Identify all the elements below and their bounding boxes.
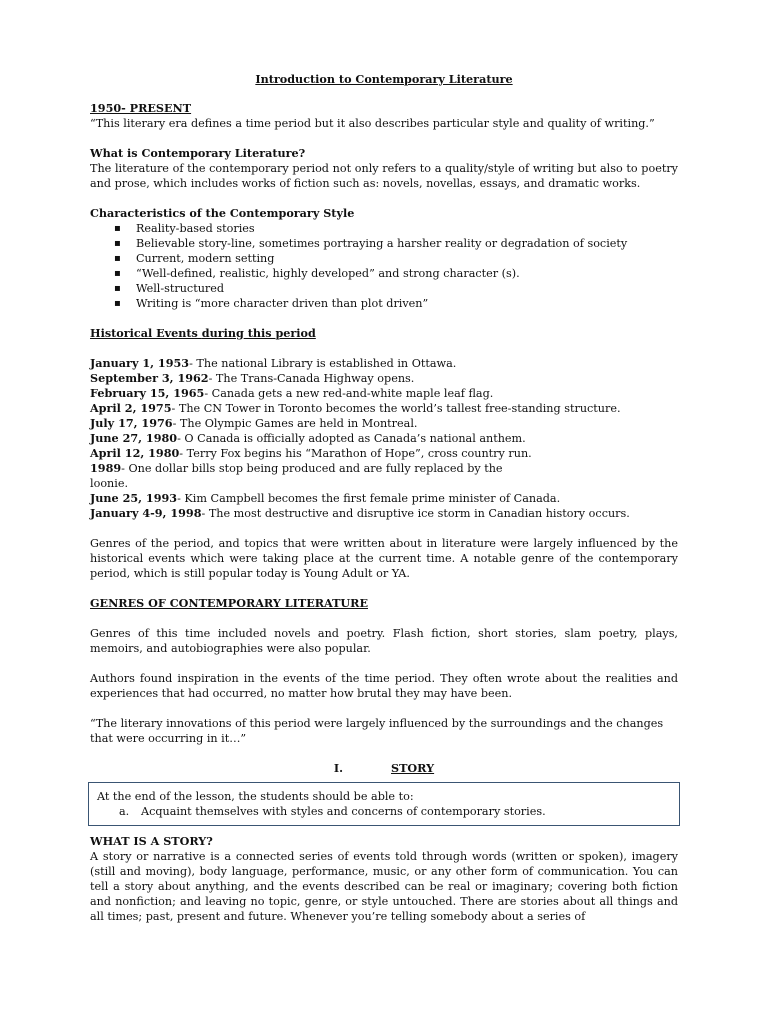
- list-item: February 15, 1965- Canada gets a new red-and-white maple leaf flag.: [90, 386, 494, 400]
- list-item: ▪ Believable story-line, sometimes portraying a harsher reality or degradation of society: [114, 236, 678, 251]
- document-page: [90, 72, 678, 924]
- list-item: ▪ Well-structured: [114, 281, 678, 296]
- list-item: June 27, 1980- O Canada is officially adopted as Canada’s national anthem.: [90, 431, 526, 445]
- what-heading: What is Contemporary Literature?: [90, 146, 306, 160]
- authors-text: Authors found inspiration in the events of the time period. They often wrote about the realities and experiences that had occurred, no matter how brutal they may have been.: [90, 672, 678, 700]
- list-item: ▪ Current, modern setting: [114, 251, 678, 266]
- list-item: ▪ Writing is “more character driven than plot driven”: [114, 296, 678, 311]
- list-item: 1989- One dollar bills stop being produced and are fully replaced by the: [90, 461, 503, 475]
- characteristics-heading: Characteristics of the Contemporary Style: [90, 206, 355, 220]
- list-item: loonie.: [90, 477, 129, 490]
- objectives-box: [88, 782, 680, 826]
- characteristics-list: [90, 221, 678, 311]
- events-list: [90, 356, 678, 521]
- list-item: January 1, 1953- The national Library is established in Ottawa.: [90, 356, 457, 370]
- list-item: ▪ “Well-defined, realistic, highly developed” and strong character (s).: [114, 266, 678, 281]
- era-heading: 1950- PRESENT: [90, 101, 192, 115]
- list-item: July 17, 1976- The Olympic Games are held in Montreal.: [90, 416, 418, 430]
- genres-text: Genres of this time included novels and poetry. Flash fiction, short stories, slam poetry, plays, memoirs, and autobiographies were also popular.: [90, 627, 678, 655]
- what-text: The literature of the contemporary period not only refers to a quality/style of writing but also to poetry and prose, which includes works of fiction such as: novels, novellas, essays, and dramatic works.: [90, 162, 678, 190]
- document-title: Introduction to Contemporary Literature: [255, 72, 513, 86]
- list-item: September 3, 1962- The Trans-Canada Highway opens.: [90, 371, 415, 385]
- section-heading: [90, 761, 678, 776]
- innovations-quote: “The literary innovations of this period were largely influenced by the surroundings and the changes that were occurring in it…”: [90, 717, 664, 745]
- objective-item: a. Acquaint themselves with styles and concerns of contemporary stories.: [119, 805, 546, 818]
- era-quote: “This literary era defines a time period but it also describes particular style and quality of writing.”: [90, 117, 655, 130]
- story-text: A story or narrative is a connected series of events told through words (written or spoken), imagery (still and moving), body language, performance, music, or any other form of communication. You can tell a story about anything, and the events described can be real or imaginary; covering both fiction and nonfiction; and leaving no topic, genre, or style untouched. There are stories about all things and all times; past, present and future. Whenever you’re telling somebody about a series of: [90, 850, 678, 923]
- story-heading: WHAT IS A STORY?: [90, 834, 213, 848]
- list-item: ▪ Reality-based stories: [114, 221, 678, 236]
- objective-intro: At the end of the lesson, the students should be able to:: [97, 790, 414, 803]
- list-item: April 2, 1975- The CN Tower in Toronto becomes the world’s tallest free-standing structure.: [90, 401, 621, 415]
- genres-intro-text: Genres of the period, and topics that were written about in literature were largely influenced by the historical events which were taking place at the current time. A notable genre of the contemporary period, which is still popular today is Young Adult or YA.: [90, 537, 678, 580]
- section-name: STORY: [391, 761, 435, 775]
- list-item: January 4-9, 1998- The most destructive and disruptive ice storm in Canadian history occurs.: [90, 506, 630, 520]
- genres-heading: GENRES OF CONTEMPORARY LITERATURE: [90, 596, 368, 610]
- historical-heading: Historical Events during this period: [90, 326, 316, 340]
- section-number: I.: [333, 761, 344, 775]
- list-item: June 25, 1993- Kim Campbell becomes the first female prime minister of Canada.: [90, 491, 561, 505]
- list-item: April 12, 1980- Terry Fox begins his “Marathon of Hope”, cross country run.: [90, 446, 532, 460]
